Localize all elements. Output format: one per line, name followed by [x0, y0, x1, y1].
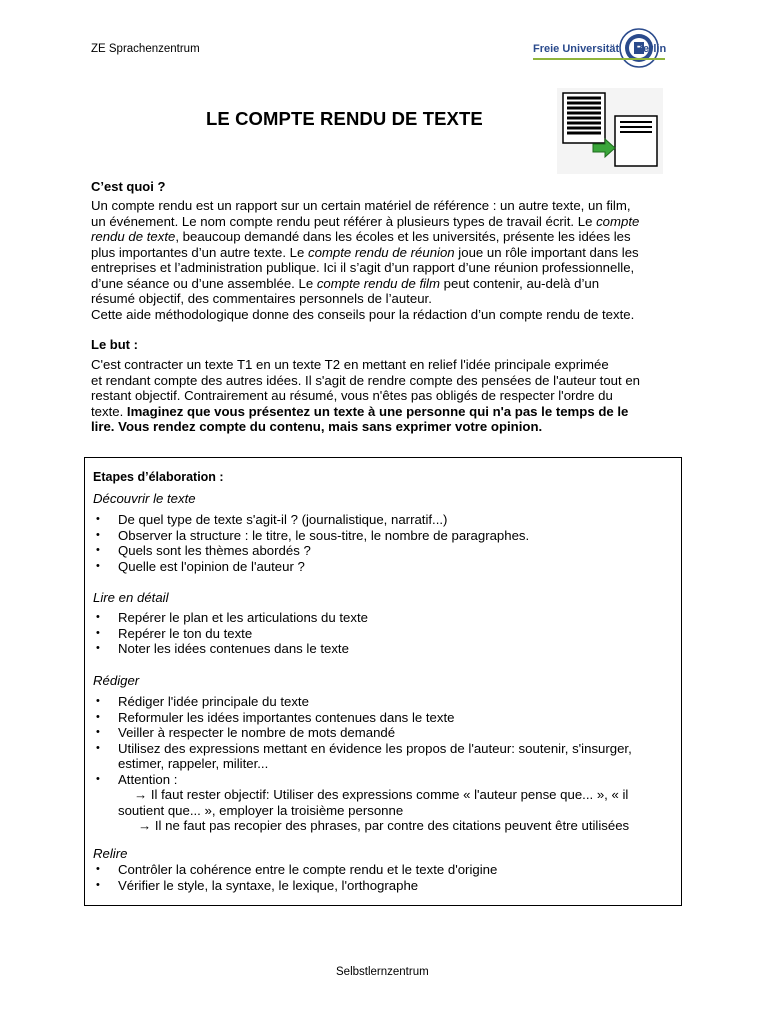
attention-line: → Il faut rester objectif: Utiliser des expressions comme « l'auteur pense que... », « il: [134, 787, 629, 802]
list-item: • Utilisez des expressions mettant en évidence les propos de l'auteur: soutenir, s'insurger, estimer, rappeler, militer...: [93, 741, 678, 772]
step-title-discover: Découvrir le texte: [93, 491, 196, 506]
text-line: joue un rôle important dans les: [454, 244, 639, 260]
list-item: • Observer la structure : le titre, le sous-titre, le nombre de paragraphes.: [93, 528, 678, 544]
text-line: C'est contracter un texte T1 en un texte T2 en mettant en relief l'idée principale exprimée: [91, 357, 609, 372]
text-line: plus importantes d’un autre texte. Le: [91, 244, 308, 260]
list-item: • Vérifier le style, la syntaxe, le lexique, l'orthographe: [93, 878, 678, 894]
text-line: d’une séance ou d’une assemblée. Le: [91, 275, 317, 291]
text-line: un événement. Le nom compte rendu peut référer à plusieurs types de travail écrit. Le: [91, 213, 597, 229]
italic-term: rendu de texte: [91, 229, 176, 244]
steps-box: [84, 457, 682, 906]
section-goal: [91, 357, 691, 435]
list-item: • Noter les idées contenues dans le texte: [93, 641, 678, 657]
list-item-attention: [93, 772, 678, 834]
step-list-write: [93, 694, 678, 834]
step-title-write: Rédiger: [93, 673, 140, 688]
header-institution: ZE Sprachenzentrum: [91, 43, 200, 55]
list-item: • Quelle est l'opinion de l'auteur ?: [93, 559, 678, 575]
attention-label: Attention :: [118, 771, 178, 787]
footer: Selbstlernzentrum: [336, 966, 429, 978]
text-line: , beaucoup demandé dans les écoles et les universités, présente les idées les: [175, 229, 631, 244]
list-item: • De quel type de texte s'agit-il ? (journalistique, narratif...): [93, 512, 678, 528]
text-line: texte.: [91, 403, 127, 419]
text-line: restant objectif. Contrairement au résumé, vous n'êtes pas obligés de respecter l'ordre du: [91, 388, 613, 403]
logo-text-left: Freie Universität: [533, 43, 620, 55]
text-line: Cette aide méthodologique donne des conseils pour la rédaction d’un compte rendu de texte.: [91, 306, 635, 322]
step-list-discover: [93, 512, 678, 574]
section-heading-goal: Le but :: [91, 337, 138, 352]
logo-underline: [533, 58, 665, 60]
list-item: • Repérer le ton du texte: [93, 626, 678, 642]
list-item: • Contrôler la cohérence entre le compte rendu et le texte d'origine: [93, 862, 678, 878]
text-line: Un compte rendu est un rapport sur un certain matériel de référence : un autre texte, un film,: [91, 198, 631, 213]
bold-text: Imaginez que vous présentez un texte à une personne qui n'a pas le temps de le: [126, 403, 629, 419]
paragraph-definition: [91, 198, 686, 322]
document-convert-icon: [557, 88, 663, 174]
bold-text: lire. Vous rendez compte du contenu, mais sans exprimer votre opinion.: [91, 419, 543, 434]
step-title-read: Lire en détail: [93, 590, 169, 605]
list-item: • Veiller à respecter le nombre de mots demandé: [93, 725, 678, 741]
list-item: • Repérer le plan et les articulations du texte: [93, 610, 678, 626]
italic-term: compte rendu de film: [316, 275, 440, 291]
attention-line: → Il ne faut pas recopier des phrases, par contre des citations peuvent être utilisées: [138, 818, 630, 833]
section-definition: [91, 198, 686, 322]
list-item: • Quels sont les thèmes abordés ?: [93, 543, 678, 559]
text-line: et rendant compte des autres idées. Il s'agit de rendre compte des pensées de l'auteur tout en: [91, 372, 640, 388]
italic-term: compte rendu de réunion: [308, 244, 455, 260]
list-item: • Reformuler les idées importantes contenues dans le texte: [93, 710, 678, 726]
paragraph-goal: [91, 357, 691, 435]
attention-line: soutient que... », employer la troisième personne: [118, 802, 404, 818]
logo-text-right: Berlin: [635, 43, 667, 55]
text-line: entreprises et l’administration publique. Ici il s’agit d’un rapport d’une réunion professionnelle,: [91, 260, 635, 275]
step-list-read: [93, 610, 678, 657]
text-line: résumé objectif, des commentaires personnels de l’auteur.: [91, 291, 432, 306]
step-title-reread: Relire: [93, 846, 128, 861]
section-heading-definition: C’est quoi ?: [91, 179, 166, 194]
list-item: • Rédiger l'idée principale du texte: [93, 694, 678, 710]
steps-heading: Etapes d’élaboration :: [93, 470, 224, 484]
text-line: peut contenir, au-delà d’un: [439, 275, 600, 291]
step-list-reread: [93, 862, 678, 893]
italic-term: compte: [596, 213, 640, 229]
page-title: LE COMPTE RENDU DE TEXTE: [206, 108, 483, 129]
university-logo: [533, 26, 665, 72]
